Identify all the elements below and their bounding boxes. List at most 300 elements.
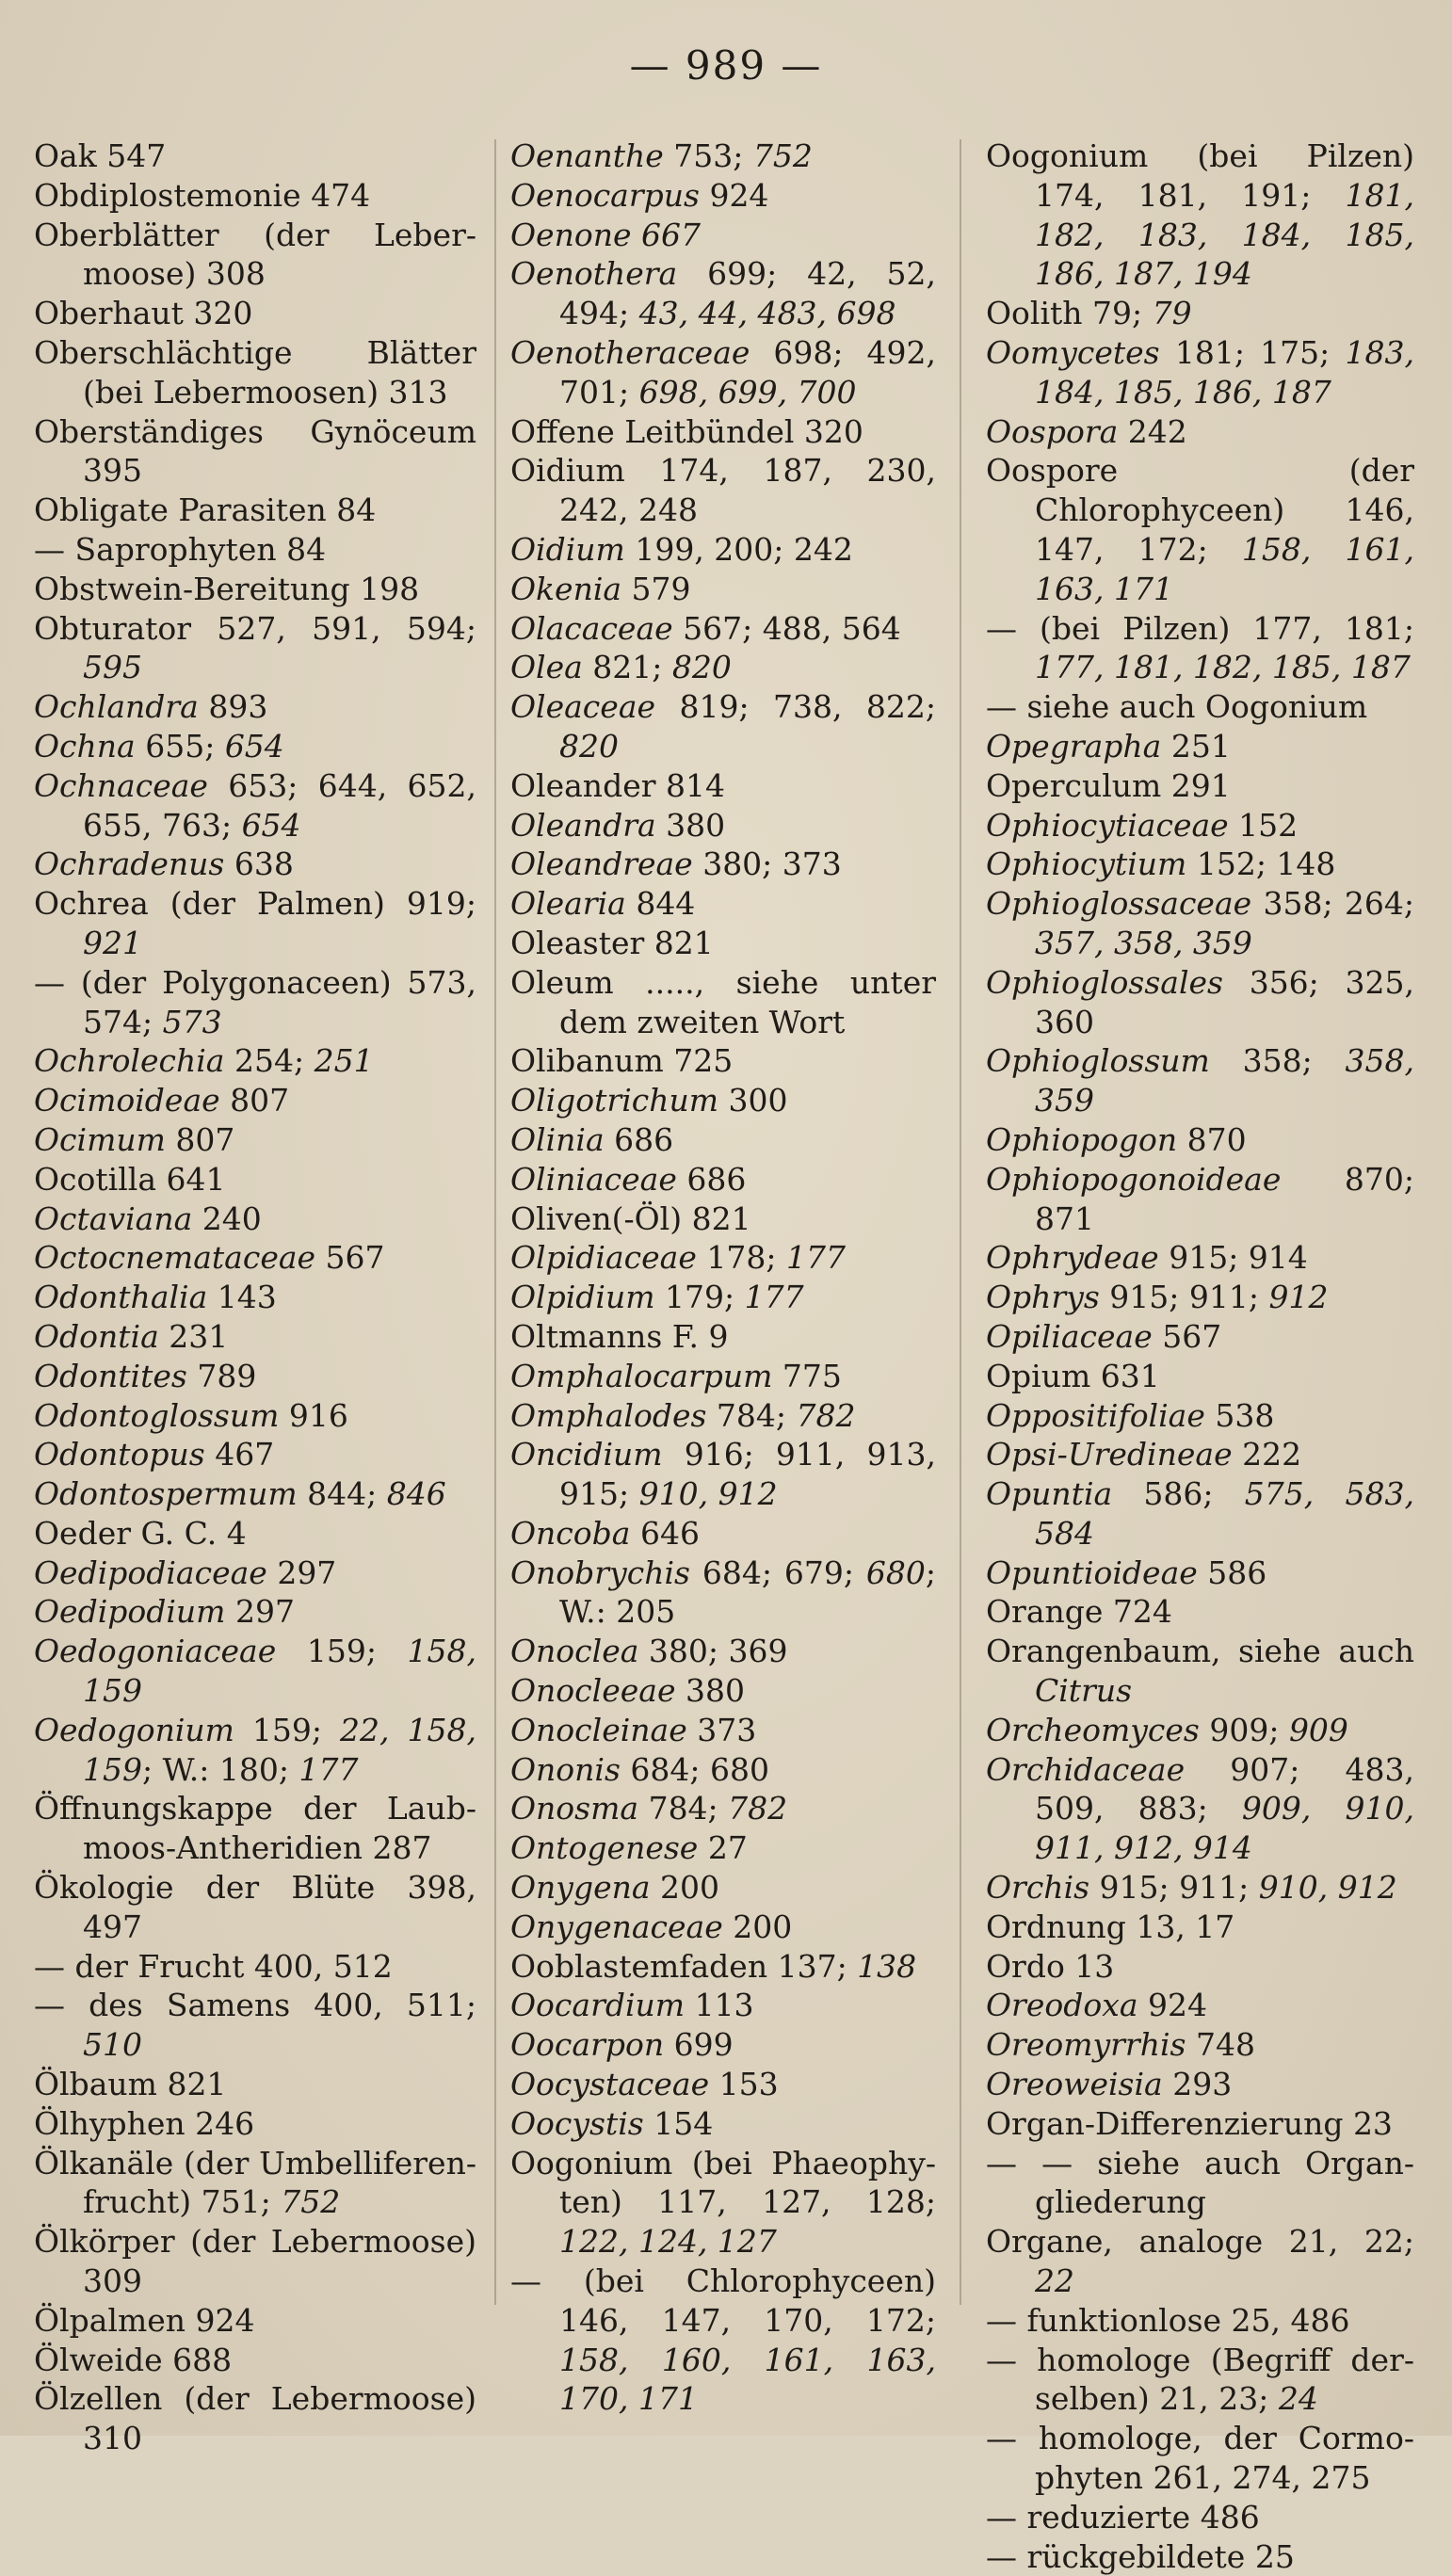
index-entry: [986, 1435, 1414, 1474]
index-entry: [34, 412, 487, 491]
index-entry: [986, 2498, 1414, 2537]
entry-italic-text: 654: [224, 727, 284, 765]
entry-text: 684; 679;: [689, 1554, 866, 1591]
entry-text: 231: [158, 1317, 229, 1355]
entry-italic-text: Odontia: [34, 1317, 159, 1355]
index-entry: [34, 1789, 476, 1868]
entry-italic-text: 752: [752, 137, 813, 174]
entry-italic-text: Odontospermum: [34, 1475, 298, 1513]
index-entry: [986, 1986, 1414, 2025]
entry-italic-text: Odontopus: [34, 1436, 205, 1473]
entry-text: 152; 148: [1186, 845, 1336, 883]
entry-text: 907; 483, 509, 883;: [1035, 1750, 1425, 1827]
index-entry: [34, 2301, 476, 2341]
entry-italic-text: 158, 160, 161, 163, 170, 171: [559, 2341, 946, 2418]
entry-text: 380; 373: [692, 845, 842, 883]
entry-text: 870: [1177, 1120, 1247, 1158]
entry-text: 916; 911, 913, 915;: [559, 1436, 946, 1513]
entry-italic-text: 177: [744, 1279, 804, 1316]
entry-italic-text: Ophiocytium: [986, 845, 1187, 883]
entry-italic-text: Oenothera: [510, 255, 678, 293]
entry-text: 893: [198, 688, 268, 726]
index-entry: [986, 609, 1425, 688]
entry-italic-text: Onygena: [510, 1869, 651, 1907]
entry-text: 579: [621, 570, 691, 607]
index-entry: [34, 1711, 487, 1790]
index-entry: [986, 1278, 1414, 1317]
entry-text: Oogonium (bei Phaeophy-ten) 117, 127, 128;: [510, 2144, 946, 2221]
entry-text: 653; 644, 652, 655, 763;: [83, 766, 487, 844]
entry-text: Oberhaut 320: [34, 295, 253, 332]
entry-italic-text: Olea: [510, 649, 583, 686]
entry-italic-text: Opsi-Uredineae: [986, 1436, 1233, 1473]
entry-text: 870; 871: [1035, 1160, 1425, 1237]
index-column-left: [34, 137, 487, 2458]
entry-text: 200: [722, 1908, 793, 1945]
entry-text: 380: [675, 1672, 745, 1710]
entry-text: Oospore (der Chlorophyceen) 146, 147, 172;: [986, 452, 1425, 568]
index-entry: [986, 294, 1414, 333]
entry-text: Oogonium (bei Pilzen) 174, 181, 191;: [986, 137, 1425, 214]
entry-italic-text: 24: [1278, 2380, 1318, 2418]
index-entry: [510, 1908, 936, 1947]
index-entry: [510, 2144, 946, 2262]
entry-text: 251: [1161, 727, 1231, 765]
entry-text: ; W.: 180;: [142, 1750, 299, 1788]
entry-italic-text: Orchis: [986, 1869, 1090, 1907]
index-entry: [986, 412, 1414, 452]
entry-text: — (der Polygonaceen) 573, 574;: [34, 963, 487, 1040]
entry-italic-text: 43, 44, 483, 698: [638, 295, 896, 332]
entry-text: Olibanum 725: [510, 1042, 734, 1080]
entry-italic-text: Oocystaceae: [510, 2066, 710, 2103]
index-entry: [510, 1238, 936, 1278]
index-entry: [34, 609, 487, 688]
index-entry: [510, 1711, 936, 1750]
entry-text: — homologe (Begriff der-selben) 21, 23;: [986, 2341, 1414, 2418]
index-entry: [510, 806, 936, 845]
entry-text: 567: [315, 1239, 385, 1277]
entry-italic-text: Oedogonium: [34, 1711, 234, 1748]
entry-text: 293: [1162, 2066, 1233, 2103]
entry-italic-text: Orcheomyces: [986, 1711, 1200, 1748]
index-entry: [510, 924, 936, 963]
entry-text: 586: [1197, 1554, 1267, 1591]
index-entry: [510, 1632, 936, 1671]
index-entry: [34, 1868, 487, 1947]
entry-italic-text: 122, 124, 127: [559, 2223, 777, 2261]
entry-italic-text: Oospora: [986, 412, 1119, 450]
index-entry: [34, 216, 476, 295]
entry-italic-text: 820: [559, 727, 619, 765]
index-entry: [986, 1750, 1425, 1868]
entry-text: Offene Leitbündel 320: [510, 412, 863, 450]
entry-italic-text: Opuntioideae: [986, 1554, 1198, 1591]
entry-text: 152: [1228, 806, 1299, 844]
entry-text: 586;: [1112, 1475, 1245, 1513]
entry-italic-text: 912: [1268, 1279, 1329, 1316]
index-entry: [510, 2065, 936, 2104]
entry-italic-text: Onosma: [510, 1790, 639, 1827]
index-entry: [986, 1396, 1414, 1436]
index-column-middle: [510, 137, 946, 2419]
entry-text: 200: [650, 1869, 720, 1907]
entry-italic-text: Ochna: [34, 727, 136, 765]
entry-italic-text: Olpidiaceae: [510, 1239, 697, 1277]
entry-italic-text: Citrus: [1035, 1672, 1133, 1710]
entry-italic-text: Ophiopogon: [986, 1120, 1178, 1158]
entry-italic-text: Ophrys: [986, 1279, 1100, 1316]
entry-text: 646: [630, 1514, 700, 1552]
entry-italic-text: Oleandreae: [510, 845, 693, 883]
entry-text: Ölpalmen 924: [34, 2301, 255, 2339]
entry-text: — des Samens 400, 511;: [34, 1987, 487, 2024]
entry-italic-text: Odonthalia: [34, 1279, 208, 1316]
entry-text: 380; 369: [638, 1633, 788, 1670]
index-entry: [34, 1554, 476, 1593]
entry-text: 699; 42, 52, 494;: [559, 255, 946, 332]
entry-italic-text: Oreodoxa: [986, 1987, 1138, 2024]
entry-text: Ölbaum 821: [34, 2066, 227, 2103]
index-entry: [986, 1947, 1414, 1987]
entry-text: 113: [685, 1987, 754, 2024]
index-entry: [34, 294, 476, 333]
entry-text: Organe, analoge 21, 22;: [986, 2223, 1425, 2261]
entry-text: Ölkanäle (der Umbelliferen-frucht) 751;: [34, 2144, 476, 2221]
entry-text: Oleander 814: [510, 766, 725, 804]
entry-text: — reduzierte 486: [986, 2498, 1260, 2536]
entry-italic-text: 910, 912: [1258, 1869, 1397, 1907]
entry-italic-text: Ophrydeae: [986, 1239, 1159, 1277]
entry-text: 784;: [638, 1790, 729, 1827]
index-entry: [986, 2341, 1414, 2420]
entry-text: 821;: [582, 649, 672, 686]
index-entry: [34, 2341, 476, 2380]
index-entry: [510, 451, 946, 530]
entry-text: 924: [1137, 1987, 1207, 2024]
entry-text: [632, 217, 642, 253]
index-entry: [986, 806, 1414, 845]
entry-italic-text: 138: [857, 1947, 917, 1985]
entry-italic-text: Olacaceae: [510, 609, 673, 647]
index-entry: [510, 1789, 936, 1828]
entry-italic-text: Ononis: [510, 1750, 621, 1788]
index-entry: [34, 1592, 476, 1632]
entry-text: 300: [718, 1082, 788, 1119]
entry-text: — — siehe auch Organ-gliederung: [986, 2144, 1414, 2221]
index-entry: [510, 1357, 936, 1396]
index-entry: [510, 1081, 936, 1120]
entry-italic-text: Oedipodium: [34, 1593, 226, 1631]
entry-text: — funktionlose 25, 486: [986, 2301, 1350, 2339]
entry-text: 807: [219, 1082, 290, 1119]
entry-text: 819; 738, 822;: [655, 688, 946, 726]
entry-italic-text: Octaviana: [34, 1199, 193, 1237]
entry-italic-text: 846: [386, 1475, 446, 1513]
index-entry: [510, 648, 936, 687]
entry-text: Ochrea (der Palmen) 919;: [34, 885, 487, 923]
index-entry: [34, 1278, 476, 1317]
entry-italic-text: Oocardium: [510, 1987, 686, 2024]
entry-italic-text: Ochlandra: [34, 688, 199, 726]
index-entry: [986, 1711, 1414, 1750]
index-entry: [34, 687, 476, 727]
entry-text: Ölweide 688: [34, 2341, 233, 2378]
entry-text: Organ-Differenzierung 23: [986, 2104, 1393, 2142]
entry-italic-text: 22, 158, 159: [83, 1711, 487, 1788]
index-entry: [510, 1396, 936, 1436]
entry-text: Oleum ....., siehe unter dem zweiten Wort: [510, 963, 946, 1040]
index-entry: [510, 2104, 936, 2144]
index-entry: [34, 1199, 476, 1239]
entry-text: — Saprophyten 84: [34, 530, 327, 568]
index-entry: [986, 1474, 1425, 1554]
index-entry: [510, 1514, 936, 1554]
entry-text: 297: [225, 1593, 295, 1631]
entry-italic-text: 358, 359: [1035, 1042, 1425, 1119]
index-entry: [34, 176, 476, 216]
entry-text: 159;: [276, 1633, 408, 1670]
index-entry: [510, 687, 946, 766]
index-entry: [986, 2104, 1414, 2144]
entry-italic-text: Oleandra: [510, 806, 656, 844]
index-entry: [510, 766, 936, 806]
entry-text: 222: [1232, 1436, 1302, 1473]
index-entry: [510, 1317, 936, 1357]
index-entry: [510, 1554, 946, 1633]
entry-italic-text: Opiliaceae: [986, 1317, 1153, 1355]
index-entry: [510, 1947, 936, 1987]
index-entry: [986, 333, 1425, 412]
entry-italic-text: 782: [728, 1790, 788, 1827]
index-entry: [510, 1435, 946, 1514]
entry-text: 684; 680: [620, 1750, 769, 1788]
entry-italic-text: 667: [641, 216, 701, 253]
entry-italic-text: 654: [241, 806, 301, 844]
index-entry: [34, 1081, 476, 1120]
entry-text: 153: [709, 2066, 779, 2103]
entry-italic-text: 782: [796, 1396, 856, 1434]
index-entry: [34, 2222, 487, 2301]
entry-text: 915; 914: [1158, 1239, 1308, 1277]
entry-text: Orange 724: [986, 1593, 1172, 1631]
entry-text: 924: [699, 176, 769, 214]
entry-italic-text: Odontites: [34, 1357, 187, 1394]
entry-italic-text: Oliniaceae: [510, 1160, 677, 1198]
entry-text: 807: [165, 1120, 235, 1158]
entry-italic-text: 177: [785, 1239, 846, 1277]
entry-italic-text: Oocystis: [510, 2104, 644, 2142]
index-entry: [34, 963, 487, 1042]
page-number: — 989 —: [629, 42, 823, 89]
index-entry: [34, 1435, 476, 1474]
index-entry: [510, 1041, 936, 1081]
entry-text: 179;: [654, 1279, 745, 1316]
index-entry: [510, 333, 946, 412]
entry-italic-text: 510: [83, 2026, 142, 2064]
entry-italic-text: Octocnemataceae: [34, 1239, 316, 1277]
index-entry: [986, 963, 1425, 1042]
entry-italic-text: 22: [1035, 2262, 1074, 2300]
entry-italic-text: 921: [83, 924, 142, 961]
index-entry: [510, 2025, 936, 2065]
index-entry: [986, 1908, 1414, 1947]
entry-italic-text: 698, 699, 700: [638, 373, 857, 411]
index-entry: [510, 216, 936, 255]
entry-text: 775: [772, 1357, 842, 1394]
index-entry: [986, 727, 1414, 766]
entry-text: — der Frucht 400, 512: [34, 1947, 393, 1985]
index-entry: [510, 1986, 936, 2025]
index-entry: [986, 2537, 1414, 2576]
entry-italic-text: Oedipodiaceae: [34, 1554, 267, 1591]
entry-text: 915; 911;: [1099, 1279, 1269, 1316]
entry-italic-text: Onocleeae: [510, 1672, 676, 1710]
index-entry: [986, 1041, 1425, 1120]
index-entry: [34, 1120, 476, 1160]
entry-text: Ölkörper (der Lebermoose) 309: [34, 2223, 487, 2300]
index-entry: [34, 1357, 476, 1396]
index-entry: [510, 137, 936, 176]
entry-italic-text: Ochradenus: [34, 845, 225, 883]
entry-text: 154: [643, 2104, 714, 2142]
entry-text: 638: [224, 845, 294, 883]
entry-text: Oberschlächtige Blätter (bei Lebermoosen) 313: [34, 333, 487, 411]
entry-italic-text: 177: [298, 1750, 359, 1788]
index-entry: [34, 1160, 476, 1199]
entry-italic-text: 158, 159: [83, 1633, 487, 1710]
index-entry: [34, 1041, 476, 1081]
entry-text: Oeder G. C. 4: [34, 1514, 247, 1552]
entry-italic-text: 820: [671, 649, 732, 686]
entry-italic-text: 177, 181, 182, 185, 187: [1035, 649, 1411, 686]
entry-italic-text: Ontogenese: [510, 1829, 699, 1867]
entry-italic-text: 575, 583, 584: [1035, 1475, 1425, 1552]
entry-text: Ocotilla 641: [34, 1160, 226, 1198]
entry-text: 358;: [1209, 1042, 1346, 1080]
entry-text: 181; 175;: [1159, 333, 1346, 371]
entry-italic-text: Ophiocytiaceae: [986, 806, 1229, 844]
index-entry: [34, 1632, 487, 1711]
entry-text: 748: [1186, 2026, 1255, 2064]
index-entry: [510, 2262, 946, 2419]
entry-text: Oberblätter (der Leber-moose) 308: [34, 216, 476, 293]
entry-text: 159;: [234, 1711, 341, 1748]
entry-text: Obligate Parasiten 84: [34, 491, 377, 529]
entry-italic-text: 251: [314, 1042, 374, 1080]
entry-italic-text: 158, 161, 163, 171: [1035, 530, 1425, 607]
entry-italic-text: Oenocarpus: [510, 176, 700, 214]
index-entry: [34, 1317, 476, 1357]
entry-italic-text: 181, 182, 183, 184, 185, 186, 187, 194: [1035, 176, 1425, 293]
entry-italic-text: Orchidaceae: [986, 1750, 1186, 1788]
index-entry: [34, 1474, 476, 1514]
entry-italic-text: 680: [865, 1554, 926, 1591]
entry-text: Oltmanns F. 9: [510, 1317, 729, 1355]
entry-text: 789: [186, 1357, 257, 1394]
entry-italic-text: Ocimoideae: [34, 1082, 220, 1119]
index-entry: [986, 1120, 1414, 1160]
column-divider: [494, 139, 496, 2305]
entry-text: Ordo 13: [986, 1947, 1115, 1985]
entry-italic-text: Onobrychis: [510, 1554, 690, 1591]
index-entry: [34, 2065, 476, 2104]
entry-text: 698; 492, 701;: [559, 333, 946, 411]
entry-italic-text: Oocarpon: [510, 2026, 665, 2064]
entry-text: 686: [604, 1120, 674, 1158]
index-entry: [34, 727, 476, 766]
entry-italic-text: Ophiopogonoideae: [986, 1160, 1282, 1198]
entry-text: 844;: [297, 1475, 387, 1513]
entry-italic-text: Ophioglossum: [986, 1042, 1210, 1080]
index-column-right: [986, 137, 1425, 2576]
index-entry: [510, 1868, 936, 1908]
index-entry: [986, 2301, 1414, 2341]
entry-italic-text: 909, 910, 911, 912, 914: [1035, 1790, 1425, 1867]
entry-text: 358; 264;: [1251, 885, 1425, 923]
entry-text: Oleaster 821: [510, 924, 714, 961]
index-entry: [510, 570, 936, 609]
entry-italic-text: 752: [281, 2183, 341, 2221]
index-entry: [510, 845, 936, 884]
entry-text: Oolith 79;: [986, 295, 1153, 332]
entry-text: 178;: [696, 1239, 786, 1277]
entry-italic-text: Oligotrichum: [510, 1082, 719, 1119]
entry-text: 467: [204, 1436, 275, 1473]
index-entry: [986, 766, 1414, 806]
entry-text: Oliven(-Öl) 821: [510, 1199, 751, 1237]
entry-text: 356; 325, 360: [1035, 963, 1425, 1040]
entry-italic-text: Oreomyrrhis: [986, 2026, 1186, 2064]
entry-text: Ordnung 13, 17: [986, 1908, 1235, 1945]
index-entry: [34, 1238, 476, 1278]
index-entry: [34, 766, 487, 845]
entry-italic-text: Oenotheraceae: [510, 333, 750, 371]
index-entry: [986, 1238, 1414, 1278]
entry-italic-text: Olinia: [510, 1120, 605, 1158]
entry-italic-text: 183, 184, 185, 186, 187: [1035, 333, 1425, 411]
index-entry: [986, 2025, 1414, 2065]
index-entry: [34, 570, 476, 609]
entry-text: 27: [698, 1829, 748, 1867]
index-entry: [510, 963, 946, 1042]
entry-text: 699: [664, 2026, 734, 2064]
entry-text: 567; 488, 564: [672, 609, 901, 647]
entry-italic-text: Ocimum: [34, 1120, 166, 1158]
index-entry: [986, 2065, 1414, 2104]
entry-italic-text: Opuntia: [986, 1475, 1113, 1513]
index-entry: [986, 1160, 1425, 1239]
entry-text: Ölhyphen 246: [34, 2104, 255, 2142]
entry-italic-text: Oppositifoliae: [986, 1396, 1205, 1434]
entry-italic-text: 573: [162, 1003, 222, 1040]
entry-text: — (bei Pilzen) 177, 181;: [986, 609, 1425, 647]
entry-text: Operculum 291: [986, 766, 1231, 804]
entry-text: 240: [192, 1199, 262, 1237]
entry-text: Opium 631: [986, 1357, 1160, 1394]
index-entry: [510, 176, 936, 216]
index-entry: [510, 1671, 936, 1711]
index-entry: [34, 1947, 476, 1987]
entry-text: — (bei Chlorophyceen) 146, 147, 170, 172;: [510, 2262, 946, 2339]
index-entry: [986, 2222, 1425, 2301]
entry-text: 380: [655, 806, 726, 844]
entry-text: — siehe auch Oogonium: [986, 688, 1368, 726]
entry-italic-text: Okenia: [510, 570, 622, 607]
entry-text: Ölzellen (der Lebermoose) 310: [34, 2380, 487, 2457]
index-entry: [986, 884, 1425, 963]
entry-text: Öffnungskappe der Laub-moos-Antheridien 287: [34, 1790, 476, 1867]
